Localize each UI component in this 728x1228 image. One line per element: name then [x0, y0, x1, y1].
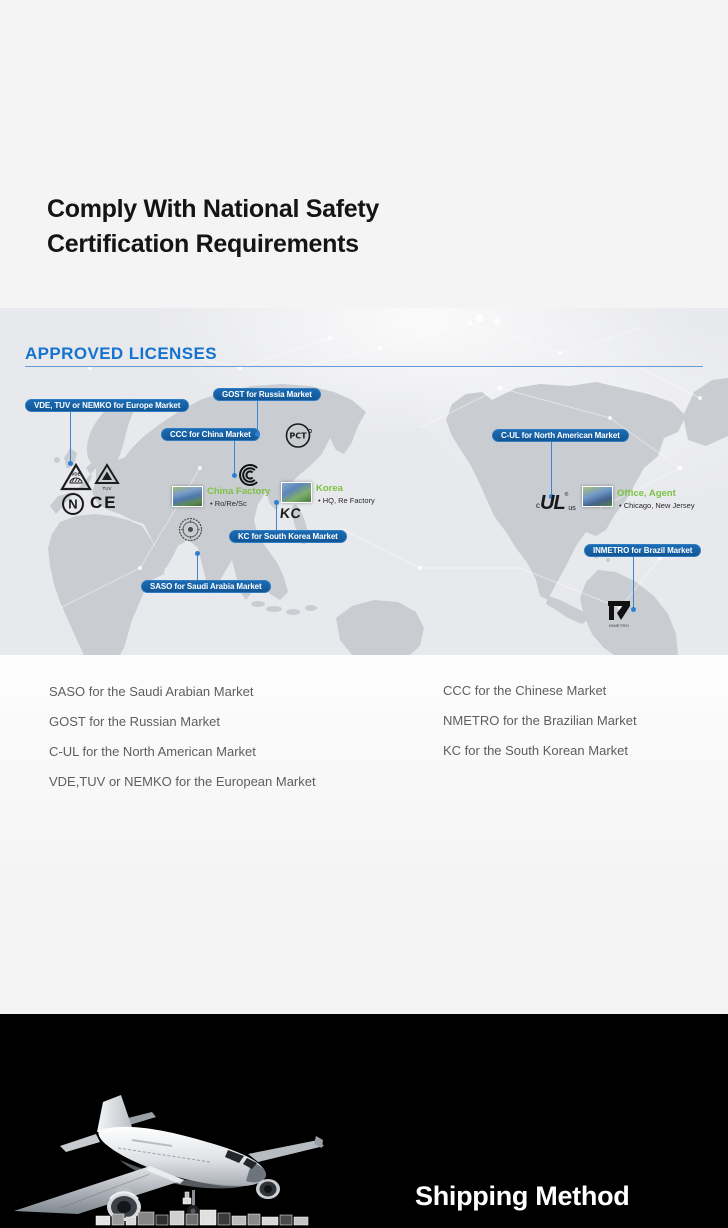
korea-photo [281, 482, 312, 503]
inmetro-caption: INMETRO [609, 623, 629, 628]
license-item-saso: SASO for the Saudi Arabian Market [49, 684, 254, 699]
svg-text:VDE: VDE [71, 471, 81, 477]
leader-dot-korea [274, 500, 279, 505]
license-item-gost: GOST for the Russian Market [49, 714, 220, 729]
inmetro-mark-icon [606, 600, 632, 627]
ul-registered-label: ® [564, 492, 569, 498]
pill-brazil-market: INMETRO for Brazil Market [584, 544, 701, 557]
korea-detail: • HQ, Re Factory [318, 496, 375, 505]
china-factory-label: China Factory [207, 486, 271, 497]
leader-line-russia [257, 401, 258, 433]
leader-line-brazil [633, 557, 634, 608]
kc-mark-icon: KC [279, 505, 303, 521]
leader-dot-russia [255, 432, 260, 437]
gost-pct-icon [285, 422, 312, 454]
tuv-caption: TUV [102, 486, 112, 491]
heading-rule [25, 366, 703, 367]
page-title [47, 192, 607, 262]
saso-seal-icon [178, 517, 203, 547]
section-heading: APPROVED LICENSES [25, 344, 217, 363]
office-agent-detail: • Chicago, New Jersey [619, 501, 695, 510]
pill-europe-market: VDE, TUV or NEMKO for Europe Market [25, 399, 189, 412]
license-item-kc: KC for the South Korean Market [443, 743, 628, 758]
cargo-airplane-image [0, 1090, 360, 1228]
svg-text:РСТ: РСТ [289, 431, 307, 441]
license-item-ccc: CCC for the Chinese Market [443, 683, 607, 698]
ul-main-label: UL [540, 492, 565, 514]
tuv-triangle-icon [94, 463, 120, 490]
ul-mark-icon [536, 492, 576, 515]
shipping-section-title: Shipping Method [415, 1181, 630, 1211]
page-title-line1: Comply With National Safety [47, 195, 379, 223]
pill-russia-market: GOST for Russia Market [213, 388, 321, 401]
svg-text:N: N [68, 496, 78, 512]
ce-mark-icon: CE [90, 493, 118, 512]
ul-us-label: us [568, 505, 576, 512]
leader-line-north-america [551, 442, 552, 495]
license-item-nmetro: NMETRO for the Brazilian Market [443, 713, 637, 728]
china-factory-detail: • Ro/Re/Sc [210, 499, 247, 508]
license-item-vde: VDE,TUV or NEMKO for the European Market [49, 774, 316, 789]
pill-korea-market: KC for South Korea Market [229, 530, 347, 543]
office-agent-photo [582, 486, 613, 507]
pill-china-market: CCC for China Market [161, 428, 260, 441]
license-item-cul: C-UL for the North American Market [49, 744, 256, 759]
pill-saudi-market: SASO for Saudi Arabia Market [141, 580, 271, 593]
license-list-section [0, 655, 728, 1014]
china-factory-photo [172, 486, 203, 507]
pill-north-america-market: C-UL for North American Market [492, 429, 629, 442]
leader-dot-saudi [195, 551, 200, 556]
page-title-line2: Certification Requirements [47, 230, 359, 258]
leader-line-china [234, 441, 235, 474]
leader-line-saudi [197, 556, 198, 580]
leader-line-korea [276, 505, 277, 530]
korea-label: Korea [316, 483, 343, 494]
ul-c-label: c [536, 501, 540, 510]
nemko-circle-icon [61, 492, 85, 521]
office-agent-label: Office, Agent [617, 488, 676, 499]
leader-line-europe [70, 412, 71, 462]
